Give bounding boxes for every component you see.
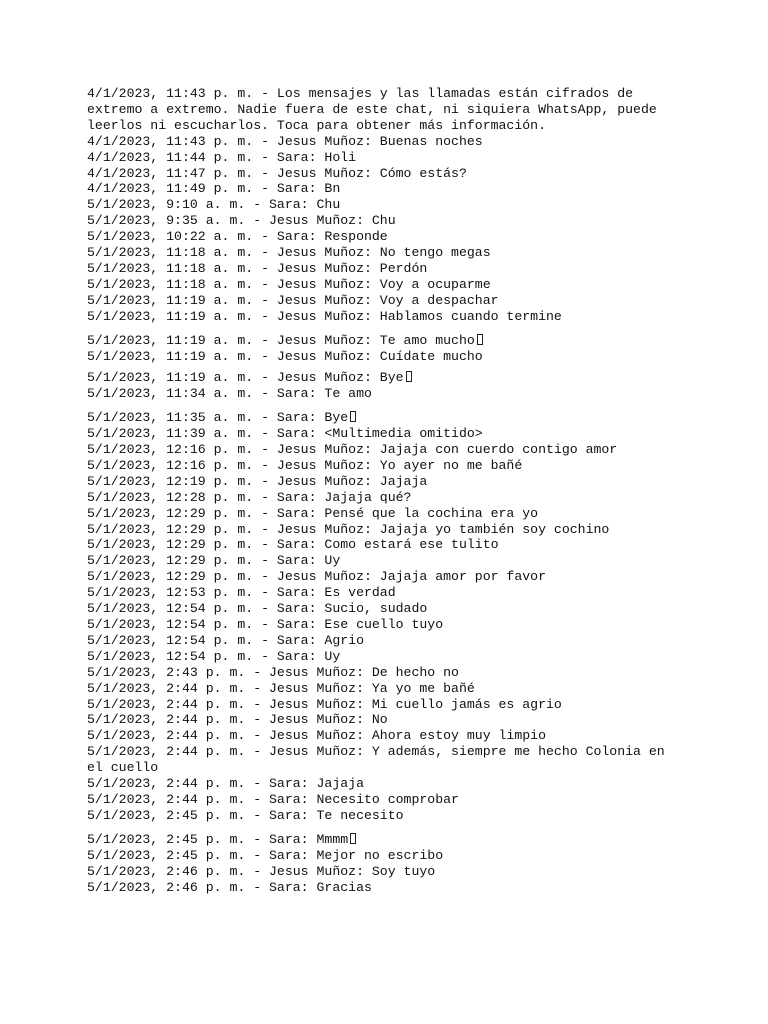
chat-message-text: 5/1/2023, 11:19 a. m. - Jesus Muñoz: Cuídate mucho bbox=[87, 348, 483, 364]
missing-glyph-icon bbox=[350, 411, 356, 422]
chat-message-line bbox=[87, 522, 687, 538]
chat-message-text: 5/1/2023, 2:46 p. m. - Jesus Muñoz: Soy tuyo bbox=[87, 863, 436, 879]
chat-message-line bbox=[87, 728, 687, 744]
chat-message-line bbox=[87, 245, 687, 261]
chat-message-text: 5/1/2023, 2:45 p. m. - Sara: Te necesito bbox=[87, 807, 404, 823]
missing-glyph-icon bbox=[477, 334, 483, 345]
chat-message-text: 5/1/2023, 11:19 a. m. - Jesus Muñoz: Hablamos cuando termine bbox=[87, 308, 562, 324]
chat-message-text: 5/1/2023, 9:35 a. m. - Jesus Muñoz: Chu bbox=[87, 213, 396, 229]
chat-message-line bbox=[87, 792, 687, 808]
chat-message-line bbox=[87, 697, 687, 713]
missing-glyph-icon bbox=[406, 371, 412, 382]
chat-message-text: 5/1/2023, 12:29 p. m. - Sara: Uy bbox=[87, 553, 341, 569]
chat-message-text: 5/1/2023, 12:28 p. m. - Sara: Jajaja qué? bbox=[87, 489, 412, 505]
chat-message-line bbox=[87, 309, 687, 325]
chat-message-line bbox=[87, 166, 687, 182]
chat-message-text: 4/1/2023, 11:43 p. m. - Jesus Muñoz: Buenas noches bbox=[87, 133, 483, 149]
chat-message-line bbox=[87, 832, 687, 848]
chat-message-line bbox=[87, 490, 687, 506]
chat-message-line bbox=[87, 537, 687, 553]
chat-message-text: 5/1/2023, 11:18 a. m. - Jesus Muñoz: Voy a ocuparme bbox=[87, 276, 491, 292]
chat-message-line bbox=[87, 229, 687, 245]
chat-message-text: 5/1/2023, 2:44 p. m. - Jesus Muñoz: Ya yo me bañé bbox=[87, 680, 475, 696]
chat-message-text: 5/1/2023, 2:44 p. m. - Jesus Muñoz: No bbox=[87, 712, 388, 728]
chat-message-text: 5/1/2023, 12:54 p. m. - Sara: Agrio bbox=[87, 632, 364, 648]
chat-message-line bbox=[87, 633, 687, 649]
chat-message-line bbox=[87, 864, 687, 880]
chat-message-text: 4/1/2023, 11:43 p. m. - Los mensajes y las llamadas están cifrados de extremo a extremo. Nadie fuera de este chat, ni siquiera WhatsApp, puede leerlos ni escucharlos. Toca para obtener más información. bbox=[87, 86, 665, 133]
chat-message-text: 5/1/2023, 2:43 p. m. - Jesus Muñoz: De hecho no bbox=[87, 664, 459, 680]
chat-message-line bbox=[87, 880, 687, 896]
chat-message-line bbox=[87, 370, 687, 386]
chat-message-line bbox=[87, 386, 687, 402]
chat-message-line bbox=[87, 474, 687, 490]
chat-message-text: 5/1/2023, 11:18 a. m. - Jesus Muñoz: No tengo megas bbox=[87, 245, 491, 261]
chat-message-line bbox=[87, 553, 687, 569]
chat-message-text: 5/1/2023, 11:34 a. m. - Sara: Te amo bbox=[87, 386, 372, 402]
chat-message-line bbox=[87, 617, 687, 633]
chat-message-line bbox=[87, 333, 687, 349]
chat-message-line bbox=[87, 601, 687, 617]
chat-message-line bbox=[87, 848, 687, 864]
chat-message-line bbox=[87, 442, 687, 458]
chat-message-line bbox=[87, 181, 687, 197]
chat-message-text: 5/1/2023, 12:16 p. m. - Jesus Muñoz: Jajaja con cuerdo contigo amor bbox=[87, 442, 618, 458]
chat-message-text: 5/1/2023, 2:46 p. m. - Sara: Gracias bbox=[87, 879, 372, 895]
chat-message-text: 5/1/2023, 11:39 a. m. - Sara: <Multimedia omitido> bbox=[87, 426, 483, 442]
chat-message-line bbox=[87, 665, 687, 681]
chat-message-line bbox=[87, 150, 687, 166]
chat-message-text: 5/1/2023, 2:44 p. m. - Jesus Muñoz: Y además, siempre me hecho Colonia en el cuello bbox=[87, 744, 673, 776]
chat-message-line bbox=[87, 86, 687, 134]
chat-message-text: 5/1/2023, 12:29 p. m. - Jesus Muñoz: Jajaja yo también soy cochino bbox=[87, 521, 610, 537]
chat-message-line bbox=[87, 410, 687, 426]
chat-message-text: 5/1/2023, 11:19 a. m. - Jesus Muñoz: Voy a despachar bbox=[87, 292, 499, 308]
chat-message-line bbox=[87, 426, 687, 442]
chat-message-text: 5/1/2023, 12:19 p. m. - Jesus Muñoz: Jajaja bbox=[87, 473, 428, 489]
chat-message-line bbox=[87, 277, 687, 293]
chat-message-line bbox=[87, 506, 687, 522]
chat-message-line bbox=[87, 261, 687, 277]
chat-message-text: 4/1/2023, 11:44 p. m. - Sara: Holi bbox=[87, 149, 357, 165]
chat-message-text: 5/1/2023, 11:35 a. m. - Sara: Bye bbox=[87, 410, 349, 426]
chat-message-line bbox=[87, 649, 687, 665]
chat-message-text: 4/1/2023, 11:47 p. m. - Jesus Muñoz: Cómo estás? bbox=[87, 165, 467, 181]
chat-message-text: 5/1/2023, 12:54 p. m. - Sara: Uy bbox=[87, 648, 341, 664]
chat-message-line bbox=[87, 569, 687, 585]
chat-message-line bbox=[87, 585, 687, 601]
chat-message-text: 5/1/2023, 12:54 p. m. - Sara: Sucio, sudado bbox=[87, 601, 428, 617]
chat-message-text: 5/1/2023, 12:29 p. m. - Jesus Muñoz: Jajaja amor por favor bbox=[87, 569, 546, 585]
chat-message-line bbox=[87, 134, 687, 150]
chat-message-line bbox=[87, 293, 687, 309]
chat-message-text: 5/1/2023, 2:45 p. m. - Sara: Mejor no escribo bbox=[87, 847, 444, 863]
chat-message-text: 5/1/2023, 9:10 a. m. - Sara: Chu bbox=[87, 197, 341, 213]
chat-message-text: 5/1/2023, 12:53 p. m. - Sara: Es verdad bbox=[87, 585, 396, 601]
chat-message-text: 5/1/2023, 10:22 a. m. - Sara: Responde bbox=[87, 229, 388, 245]
chat-message-text: 5/1/2023, 2:44 p. m. - Jesus Muñoz: Mi cuello jamás es agrio bbox=[87, 696, 562, 712]
chat-transcript bbox=[87, 86, 687, 895]
chat-message-line bbox=[87, 349, 687, 365]
chat-message-text: 5/1/2023, 11:19 a. m. - Jesus Muñoz: Te amo mucho bbox=[87, 332, 475, 348]
chat-message-text: 5/1/2023, 11:18 a. m. - Jesus Muñoz: Perdón bbox=[87, 260, 428, 276]
chat-message-text: 5/1/2023, 11:19 a. m. - Jesus Muñoz: Bye bbox=[87, 370, 404, 386]
chat-message-text: 5/1/2023, 12:54 p. m. - Sara: Ese cuello tuyo bbox=[87, 617, 444, 632]
chat-message-line bbox=[87, 197, 687, 213]
chat-message-text: 5/1/2023, 12:16 p. m. - Jesus Muñoz: Yo ayer no me bañé bbox=[87, 457, 523, 473]
chat-message-line bbox=[87, 213, 687, 229]
chat-message-line bbox=[87, 458, 687, 474]
chat-message-line bbox=[87, 712, 687, 728]
chat-message-text: 5/1/2023, 2:45 p. m. - Sara: Mmmm bbox=[87, 831, 349, 847]
chat-message-line bbox=[87, 744, 687, 776]
chat-message-text: 5/1/2023, 2:44 p. m. - Jesus Muñoz: Ahora estoy muy limpio bbox=[87, 728, 546, 744]
chat-message-line bbox=[87, 681, 687, 697]
chat-message-text: 5/1/2023, 2:44 p. m. - Sara: Jajaja bbox=[87, 776, 364, 792]
chat-message-text: 4/1/2023, 11:49 p. m. - Sara: Bn bbox=[87, 181, 341, 197]
chat-message-line bbox=[87, 808, 687, 824]
chat-message-text: 5/1/2023, 12:29 p. m. - Sara: Como estará ese tulito bbox=[87, 537, 499, 553]
missing-glyph-icon bbox=[350, 833, 356, 844]
chat-message-text: 5/1/2023, 12:29 p. m. - Sara: Pensé que la cochina era yo bbox=[87, 505, 539, 521]
chat-message-line bbox=[87, 776, 687, 792]
chat-message-text: 5/1/2023, 2:44 p. m. - Sara: Necesito comprobar bbox=[87, 791, 459, 807]
